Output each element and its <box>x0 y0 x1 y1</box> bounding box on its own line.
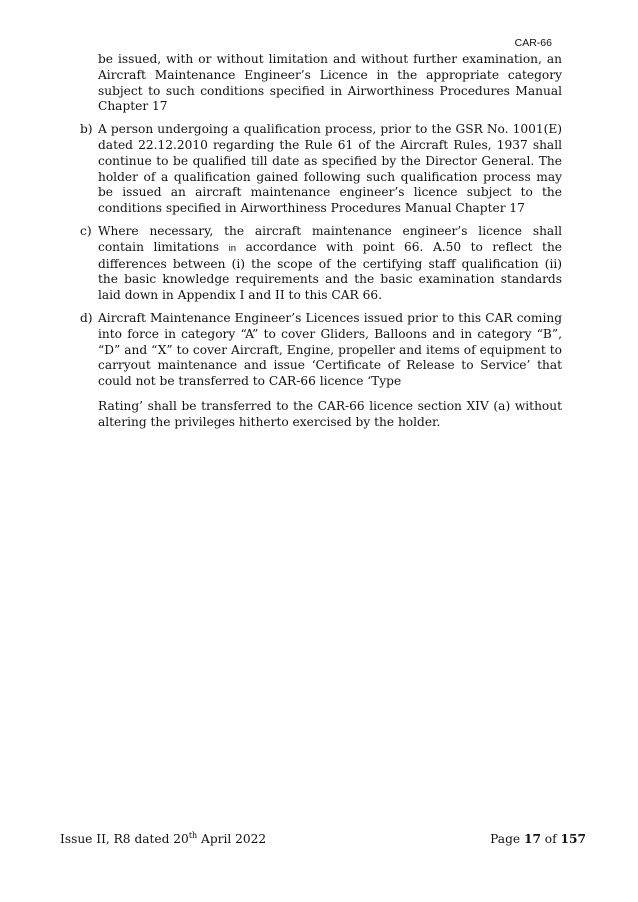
total-pages: 157 <box>560 832 586 846</box>
text-part-1: Where necessary, the aircraft maintenance engineer’s licence shall contain limitations <box>98 223 562 254</box>
page-of: of <box>540 832 561 846</box>
list-item-text: Aircraft Maintenance Engineer’s Licences issued prior to this CAR coming into force in category “A” to cover Gliders, Balloons and in category “B”, “D” and “X” to cover Aircraft, Engine, propeller and items of equipment to carryout maintenance and issue ‘Certificate of Release to Service’ that could not be transferred to CAR-66 licence ‘Type <box>98 310 562 389</box>
list-marker: c) <box>80 223 92 238</box>
page-label: Page <box>490 832 524 846</box>
text-small: in <box>228 242 237 254</box>
list-item-b <box>80 122 562 217</box>
document-code-header: CAR-66 <box>514 37 552 49</box>
issue-sup: th <box>188 830 198 840</box>
current-page: 17 <box>523 832 541 846</box>
document-body <box>80 52 562 431</box>
page-footer <box>60 832 586 846</box>
page-number <box>490 832 586 846</box>
list-marker: d) <box>80 310 93 325</box>
text-part-2: accordance with point 66. A.50 to reflect the differences between (i) the scope of the certifying staff qualification (ii) the basic knowledge requirements and the basic examination standards laid down in Appendix I and II to this CAR 66. <box>98 239 563 303</box>
issue-prefix: Issue II, R8 dated 20 <box>60 832 189 846</box>
list-item-text <box>98 224 562 304</box>
issue-date <box>60 832 266 846</box>
intro-paragraph: be issued, with or without limitation and without further examination, an Aircraft Maintenance Engineer’s Licence in the appropriate category subject to such conditions specified in Airworthiness Procedures Manual Chapter 17 <box>98 52 562 114</box>
list-item-c <box>80 224 562 304</box>
list-item-d <box>80 311 562 390</box>
list-item-text: A person undergoing a qualification process, prior to the GSR No. 1001(E) dated 22.12.2010 regarding the Rule 61 of the Aircraft Rules, 1937 shall continue to be qualified till date as specified by the Director General. The holder of a qualification gained following such qualification process may be issued an aircraft maintenance engineer’s licence subject to the conditions specified in Airworthiness Procedures Manual Chapter 17 <box>98 122 562 216</box>
list-marker: b) <box>80 122 93 137</box>
issue-suffix: April 2022 <box>197 832 267 846</box>
continuation-paragraph: Rating’ shall be transferred to the CAR-66 licence section XIV (a) without altering the privileges hitherto exercised by the holder. <box>98 398 562 429</box>
